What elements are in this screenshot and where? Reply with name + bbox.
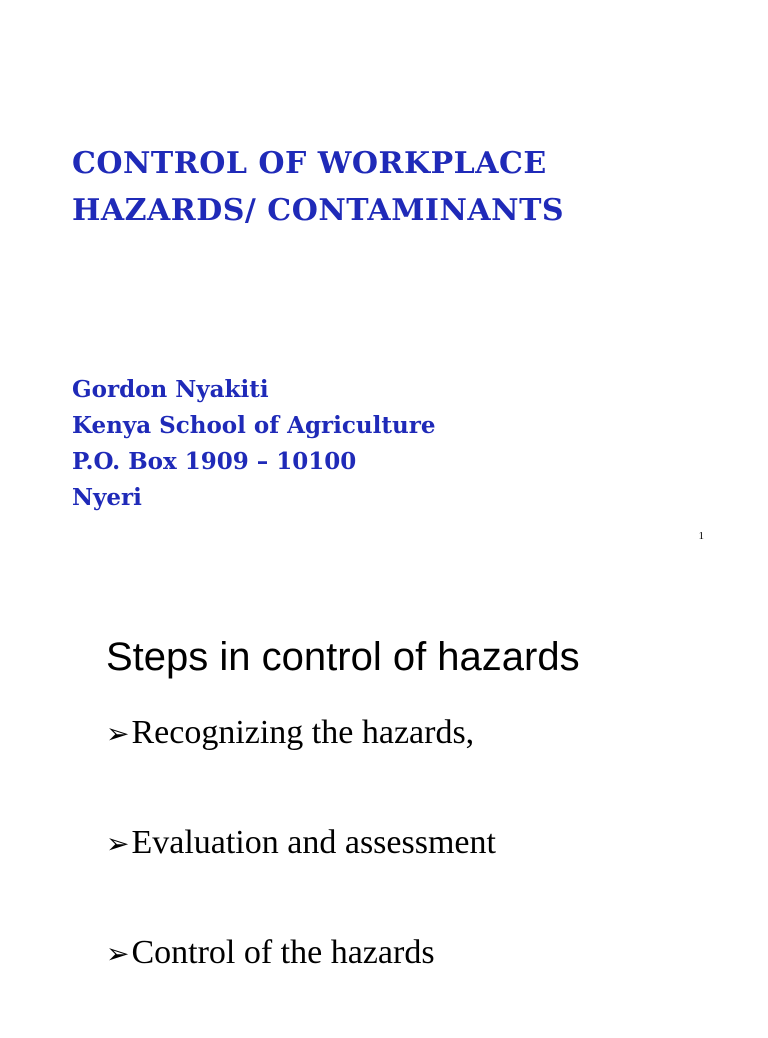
slide-2-title: Steps in control of hazards (106, 635, 580, 679)
arrow-bullet-icon: ➢ (106, 719, 130, 750)
list-item (106, 818, 496, 928)
slide-2 (0, 560, 768, 1024)
bullet-text: Control of the hazards (131, 934, 435, 971)
city-name: Nyeri (72, 484, 142, 511)
title-line-1: CONTROL OF WORKPLACE (72, 146, 547, 181)
page-number: 1 (698, 530, 704, 542)
list-item (106, 708, 496, 818)
bullet-text: Evaluation and assessment (131, 824, 496, 861)
postal-address: P.O. Box 1909 – 10100 (72, 448, 357, 475)
author-block (72, 372, 672, 516)
institution-name: Kenya School of Agriculture (72, 412, 436, 439)
steps-list (106, 708, 496, 1038)
title-line-2: HAZARDS/ CONTAMINANTS (72, 193, 565, 228)
bullet-text: Recognizing the hazards, (131, 714, 475, 751)
list-item (106, 928, 496, 1038)
author-name: Gordon Nyakiti (72, 376, 269, 403)
arrow-bullet-icon: ➢ (106, 829, 130, 860)
slide-1-title (72, 140, 752, 234)
arrow-bullet-icon: ➢ (106, 939, 130, 970)
